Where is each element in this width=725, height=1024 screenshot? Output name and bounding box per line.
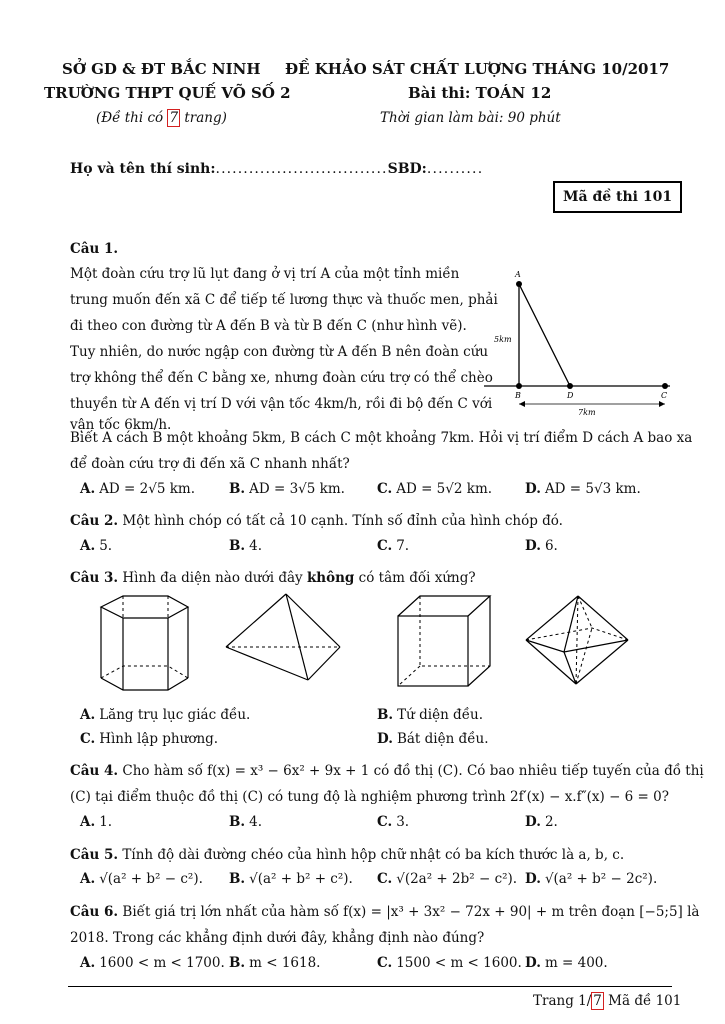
- question-2: [70, 513, 563, 529]
- department-name: SỞ GD & ĐT BẮC NINH: [62, 60, 261, 78]
- question-3-text-post: có tâm đối xứng?: [354, 570, 476, 586]
- option-text: 6.: [544, 538, 558, 554]
- q1-body-line: để đoàn cứu trợ đi đến xã C nhanh nhất?: [70, 456, 350, 472]
- school-name: TRƯỜNG THPT QUẾ VÕ SỐ 2: [44, 84, 291, 102]
- q1-line: trung muốn đến xã C để tiếp tế lương thực và thuốc men, phải: [70, 292, 498, 308]
- q6-option-a[interactable]: [80, 955, 225, 971]
- segment-ad: [519, 284, 570, 386]
- q3-option-b[interactable]: [377, 707, 483, 723]
- q6-option-b[interactable]: [229, 955, 320, 971]
- q1-line: Tuy nhiên, do nước ngập con đường từ A đến B nên đoàn cứu: [70, 344, 489, 360]
- option-label: C.: [377, 871, 393, 887]
- option-label: C.: [377, 538, 393, 554]
- option-text: 1.: [99, 814, 113, 830]
- sbd-field[interactable]: ..........: [426, 161, 484, 177]
- exam-duration: Thời gian làm bài: 90 phút: [380, 110, 561, 126]
- ab-length-label: 5km: [494, 335, 512, 344]
- option-text: 4.: [249, 814, 263, 830]
- option-text: m < 1618.: [249, 955, 321, 971]
- point-b-label: B: [515, 391, 521, 400]
- option-label: A.: [80, 955, 96, 971]
- q2-option-a[interactable]: [80, 538, 112, 554]
- point-b-dot: [516, 383, 522, 389]
- question-3-text-pre: Hình đa diện nào dưới đây: [122, 570, 307, 586]
- q1-line: đi theo con đường từ A đến B và từ B đến C (như hình vẽ).: [70, 318, 467, 334]
- q1-option-c[interactable]: [377, 481, 492, 497]
- question-4-line-1: [70, 758, 704, 784]
- question-1-title: Câu 1.: [70, 241, 119, 257]
- point-d-label: D: [567, 391, 574, 400]
- q1-line: trợ không thể đến C bằng xe, nhưng đoàn cứu trợ có thể chèo: [70, 370, 493, 386]
- exam-title: ĐỀ KHẢO SÁT CHẤT LƯỢNG THÁNG 10/2017: [285, 60, 670, 78]
- q4-option-c[interactable]: [377, 814, 409, 830]
- q2-option-d[interactable]: [525, 538, 558, 554]
- pages-note-count: 7: [169, 110, 179, 126]
- octahedron-figure: [524, 594, 634, 714]
- q4-option-b[interactable]: [229, 814, 262, 830]
- student-info-line: [70, 161, 483, 177]
- option-text: m = 400.: [544, 955, 608, 971]
- q2-option-c[interactable]: [377, 538, 409, 554]
- option-label: D.: [525, 538, 541, 554]
- option-label: D.: [525, 871, 541, 887]
- question-2-text: Một hình chóp có tất cả 10 cạnh. Tính số đỉnh của hình chóp đó.: [122, 513, 563, 529]
- option-label: A.: [80, 871, 96, 887]
- option-label: A.: [80, 707, 96, 723]
- q3-option-c[interactable]: [80, 731, 218, 747]
- cube-figure: [396, 594, 506, 694]
- hexagonal-prism-figure: [96, 588, 196, 698]
- option-text: √(2a² + 2b² − c²).: [396, 871, 518, 887]
- point-a-dot: [516, 281, 522, 287]
- pages-note-pre: (Đề thi có: [96, 110, 168, 126]
- question-4: [70, 758, 704, 810]
- option-text: Bát diện đều.: [396, 731, 489, 747]
- q5-option-a[interactable]: [80, 871, 203, 887]
- question-1-text: [70, 261, 498, 433]
- exam-code-box: Mã đề thi 101: [553, 181, 682, 213]
- q3-option-a[interactable]: [80, 707, 250, 723]
- q1-line: thuyền từ A đến vị trí D với vận tốc 4km/h, rồi đi bộ đến C với: [70, 396, 493, 412]
- exam-subject: Bài thi: TOÁN 12: [408, 84, 552, 102]
- question-2-title: Câu 2.: [70, 513, 119, 529]
- option-label: C.: [80, 731, 96, 747]
- page-total: 7: [593, 993, 602, 1009]
- option-label: B.: [229, 481, 246, 497]
- option-label: A.: [80, 538, 96, 554]
- question-3: [70, 570, 476, 586]
- q1-line: Một đoàn cứu trợ lũ lụt đang ở vị trí A của một tỉnh miền: [70, 266, 460, 282]
- option-text: AD = 3√5 km.: [249, 481, 345, 497]
- option-label: C.: [377, 481, 393, 497]
- option-text: √(a² + b² − c²).: [99, 871, 203, 887]
- option-text: 5.: [99, 538, 113, 554]
- option-label: C.: [377, 814, 393, 830]
- option-label: D.: [525, 814, 541, 830]
- option-label: B.: [229, 538, 246, 554]
- question-4-line-2: (C) tại điểm thuộc đồ thị (C) có tung độ là nghiệm phương trình 2f′(x) − x.f″(x) − 6 = 0?: [70, 789, 669, 805]
- q4-option-d[interactable]: [525, 814, 558, 830]
- question-6-line-2: 2018. Trong các khẳng định dưới đây, khẳng định nào đúng?: [70, 930, 485, 946]
- option-label: A.: [80, 481, 96, 497]
- question-6: [70, 899, 699, 951]
- question-4-title: Câu 4.: [70, 763, 119, 779]
- option-label: A.: [80, 814, 96, 830]
- q1-body-line: Biết A cách B một khoảng 5km, B cách C một khoảng 7km. Hỏi vị trí điểm D cách A bao xa: [70, 430, 693, 446]
- q5-option-b[interactable]: [229, 871, 353, 887]
- option-text: 3.: [396, 814, 410, 830]
- q1-line: vận tốc 6km/h.: [70, 417, 172, 433]
- question-5: [70, 847, 624, 863]
- option-text: AD = 2√5 km.: [99, 481, 195, 497]
- option-label: C.: [377, 955, 393, 971]
- option-label: B.: [377, 707, 394, 723]
- q3-option-d[interactable]: [377, 731, 489, 747]
- option-text: AD = 5√2 km.: [396, 481, 493, 497]
- option-label: D.: [525, 955, 541, 971]
- option-text: 1600 < m < 1700.: [99, 955, 225, 971]
- question-3-text-bold: không: [306, 570, 355, 586]
- pages-note: [96, 110, 227, 126]
- student-name-label: Họ và tên thí sinh:: [70, 161, 216, 177]
- option-label: B.: [229, 814, 246, 830]
- q4-option-a[interactable]: [80, 814, 112, 830]
- question-6-title: Câu 6.: [70, 904, 119, 920]
- sbd-label: SBD:: [387, 161, 427, 177]
- option-text: √(a² + b² + c²).: [249, 871, 353, 887]
- q5-option-d[interactable]: [525, 871, 657, 887]
- question-5-text: Tính độ dài đường chéo của hình hộp chữ nhật có ba kích thước là a, b, c.: [122, 847, 625, 863]
- q6-option-c[interactable]: [377, 955, 522, 971]
- q6-option-d[interactable]: [525, 955, 608, 971]
- option-text: √(a² + b² − 2c²).: [544, 871, 658, 887]
- question-6-line-1: [70, 899, 699, 925]
- point-a-label: A: [515, 270, 521, 279]
- page-footer: [533, 993, 681, 1009]
- point-c-label: C: [661, 391, 668, 400]
- option-text: Hình lập phương.: [99, 731, 219, 747]
- page-number-pre: Trang 1/: [533, 993, 592, 1009]
- bc-length-label: 7km: [578, 408, 596, 417]
- q1-river-figure: [484, 268, 674, 418]
- option-text: 1500 < m < 1600.: [396, 955, 522, 971]
- question-5-title: Câu 5.: [70, 847, 119, 863]
- student-name-field[interactable]: ...............................: [215, 161, 388, 177]
- option-text: Tứ diện đều.: [397, 707, 483, 723]
- pages-note-post: trang): [180, 110, 227, 126]
- question-3-title: Câu 3.: [70, 570, 119, 586]
- question-6-text: Biết giá trị lớn nhất của hàm số f(x) = |x³ + 3x² − 72x + 90| + m trên đoạn [−5;5] là: [122, 904, 700, 920]
- q2-option-b[interactable]: [229, 538, 262, 554]
- page-footer-code: Mã đề 101: [603, 993, 682, 1009]
- option-text: AD = 5√3 km.: [544, 481, 641, 497]
- q1-option-b[interactable]: [229, 481, 345, 497]
- footer-rule: [68, 986, 672, 987]
- option-label: B.: [229, 871, 246, 887]
- q1-option-d[interactable]: [525, 481, 641, 497]
- option-text: Lăng trụ lục giác đều.: [99, 707, 251, 723]
- option-label: D.: [377, 731, 393, 747]
- option-label: B.: [229, 955, 246, 971]
- tetrahedron-figure: [224, 592, 344, 702]
- point-c-dot: [662, 383, 668, 389]
- option-text: 7.: [396, 538, 410, 554]
- option-text: 2.: [544, 814, 558, 830]
- question-1-body: [70, 425, 692, 477]
- q5-option-c[interactable]: [377, 871, 517, 887]
- q1-option-a[interactable]: [80, 481, 195, 497]
- point-d-dot: [567, 383, 573, 389]
- option-label: D.: [525, 481, 541, 497]
- option-text: 4.: [249, 538, 263, 554]
- question-4-text: Cho hàm số f(x) = x³ − 6x² + 9x + 1 có đồ thị (C). Có bao nhiêu tiếp tuyến của đồ thị: [122, 763, 704, 779]
